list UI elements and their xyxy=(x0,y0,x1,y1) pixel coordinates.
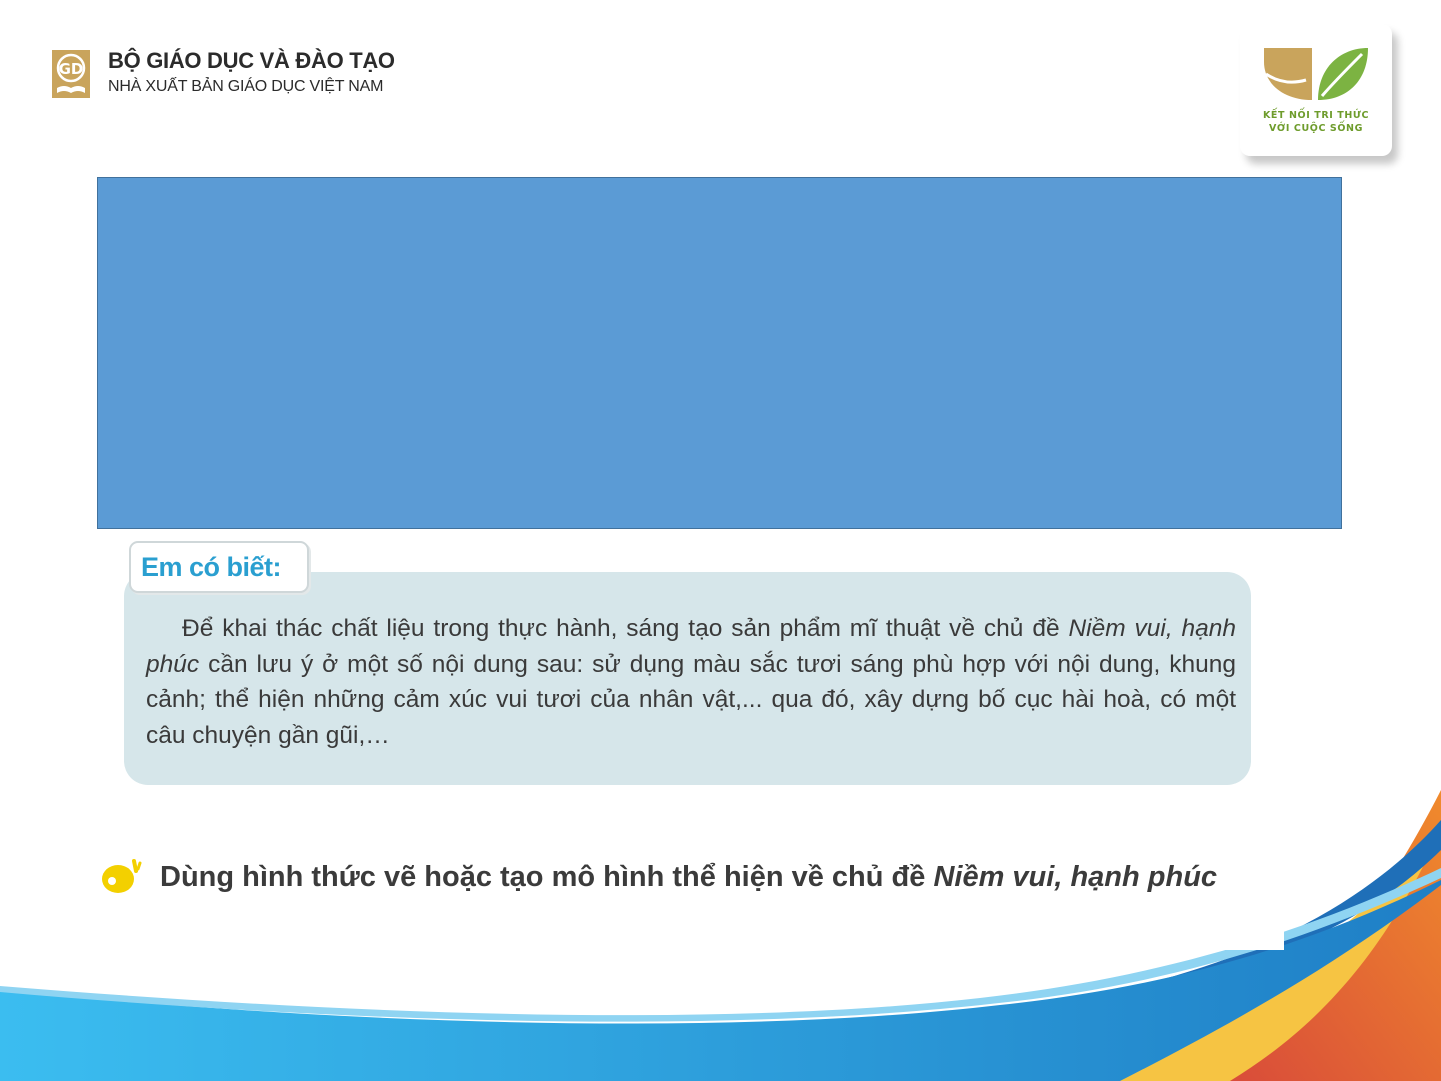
blue-title-banner xyxy=(97,177,1342,529)
gd-book-icon xyxy=(52,50,90,98)
ministry-name: BỘ GIÁO DỤC VÀ ĐÀO TẠO xyxy=(108,48,395,73)
svg-text:GD: GD xyxy=(58,60,84,78)
series-slogan-line2: VỚI CUỘC SỐNG xyxy=(1268,123,1363,134)
publisher-name: NHÀ XUẤT BẢN GIÁO DỤC VIỆT NAM xyxy=(108,78,384,95)
task-text-part1: Dùng hình thức vẽ hoặc tạo mô hình thể hiện về chủ đề xyxy=(160,861,934,893)
info-paragraph xyxy=(146,611,1236,753)
textbook-excerpt xyxy=(70,535,1284,950)
leaf-logo-icon xyxy=(1262,44,1370,104)
info-text-italic: Niềm vui, hạnh phúc xyxy=(146,615,1237,678)
info-text-part2: cần lưu ý ở một số nội dung sau: sử dụng màu sắc tươi sáng phù hợp với nội dung, khung cảnh; thể hiện những cảm xúc vui tươi của nhân vật,... qua đó, xây dựng bố cục hài hoà, có một câu chuyện gần gũi,… xyxy=(146,650,1236,749)
info-text-part1: Để khai thác chất liệu trong thực hành, sáng tạo sản phẩm mĩ thuật về chủ đề xyxy=(182,615,1069,642)
publisher-logo xyxy=(52,48,442,100)
info-tag xyxy=(129,541,309,593)
paint-palette-icon xyxy=(100,857,146,895)
series-slogan-line1: KẾT NỐI TRI THỨC xyxy=(1262,110,1370,121)
task-text-italic: Niềm vui, hạnh phúc xyxy=(933,861,1218,893)
task-instruction xyxy=(160,857,1250,897)
series-logo xyxy=(1240,24,1392,156)
info-tag-label: Em có biết: xyxy=(141,552,282,582)
